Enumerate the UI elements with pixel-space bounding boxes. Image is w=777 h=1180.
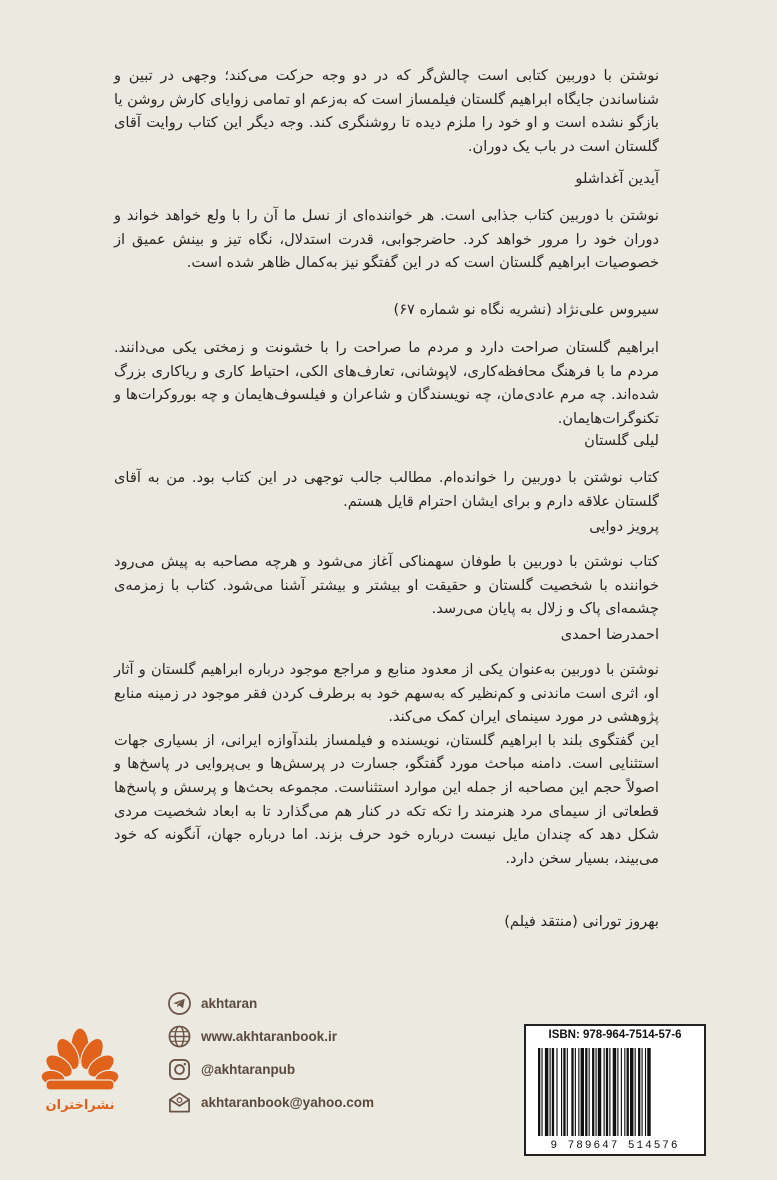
review-author: پرویز دوایی: [589, 518, 659, 535]
review-paragraph: کتاب نوشتن با دوربین را خوانده‌ام. مطالب جالب توجهی در این کتاب بود. من به آقای گلستان علاقه دارم و برای ایشان احترام قایل هستم.: [114, 469, 659, 510]
review-author: احمدرضا احمدی: [560, 626, 659, 643]
contact-instagram[interactable]: [168, 1056, 295, 1082]
contact-label: @akhtaranpub: [201, 1061, 296, 1077]
review-paragraph: نوشتن با دوربین کتابی است چالش‌گر که در دو وجه حرکت می‌کند؛ وجهی در تبین و شناساندن جایگاه ابراهیم گلستان فیلمساز است که به‌زعم او تمامی زوایای کارش روشن یا بازگو نشده است و او خود را ملزم دیده تا روشنگری کند. وجه دیگر این کتاب روایت آقای گلستان است در باب یک دوران.: [114, 67, 659, 155]
review-author: بهروز تورانی (منتقد فیلم): [504, 913, 659, 930]
review-text: [114, 64, 659, 158]
review-paragraph: ابراهیم گلستان صراحت دارد و مردم ما صراحت را با خشونت و زمختی یکی می‌دانند. مردم ما با فرهنگ محافظه‌کاری، لاپوشانی، تعارف‌های الکی، احتیاط کاری و ریاکاری بزرگ شده‌اند. چه مرم عادی‌مان، چه نویسندگان و شاعران و فیلسوف‌هایمان و چه بوروکرات‌ها و تکنوگرات‌هایمان.: [114, 339, 659, 427]
review-text: [114, 466, 659, 513]
publisher-name: نشراختران: [45, 1098, 115, 1113]
contact-label: www.akhtaranbook.ir: [201, 1028, 338, 1044]
review-text: [114, 550, 659, 621]
telegram-icon: [168, 992, 191, 1015]
contact-website[interactable]: [168, 1023, 337, 1049]
contact-email[interactable]: [168, 1089, 374, 1115]
publisher-logo: [40, 1022, 120, 1130]
isbn-barcode: [524, 1024, 706, 1156]
contact-label: akhtaranbook@yahoo.com: [201, 1094, 374, 1110]
contact-label: akhtaran: [201, 995, 258, 1011]
email-icon: [168, 1091, 191, 1114]
instagram-icon: [168, 1058, 191, 1081]
globe-icon: [168, 1025, 191, 1048]
review-author: لیلی گلستان: [584, 432, 659, 449]
review-paragraph: این گفتگوی بلند با ابراهیم گلستان، نویسنده و فیلمساز بلندآوازه ایرانی، از بسیاری جهات استثنایی است. دامنه مباحث مورد گفتگو، جسارت در پرسش‌ها و بی‌پروایی در پاسخ‌ها و اصولاً حجم این مصاحبه از جمله این موارد استثناست. مجموعه بحث‌ها و پرسش و پاسخ‌ها قطعاتی از سیمای مرد هنرمند را تکه تکه در کنار هم می‌گذارد تا به ابعاد شخصیت مردی شکل دهد که چندان مایل نیست درباره خود حرف بزند. اما درباره جهان، آنگونه که خود می‌بیند، بسیار سخن دارد.: [114, 731, 659, 867]
barcode-digits: 9 789647 514576: [550, 1140, 680, 1152]
review-text: [114, 204, 659, 275]
contact-telegram[interactable]: [168, 990, 257, 1016]
review-author: آیدین آغداشلو: [575, 170, 659, 187]
review-text: [114, 658, 659, 870]
isbn-label: ISBN: 978-964-7514-57-6: [548, 1029, 682, 1041]
review-text: [114, 336, 659, 430]
review-paragraph: نوشتن با دوربین کتاب جذابی است. هر خواننده‌ای از نسل ما آن را با ولع خواهد خواند و دوران خود را مرور خواهد کرد. حاضرجوابی، قدرت استدلال، نگاه تیز و بینش عمیق از خصوصیات ابراهیم گلستان است که در این گفتگو نیز به‌کمال ظاهر شده است.: [114, 207, 659, 272]
review-paragraph: نوشتن با دوربین به‌عنوان یکی از معدود منابع و مراجع موجود درباره ابراهیم گلستان و آثار او، اثری است ماندنی و کم‌نظیر که به‌سهم خود به برطرف کردن فقر موجود در زمینه منابع پژوهشی در مورد سینمای ایران کمک می‌کند.: [114, 661, 659, 726]
review-author: سیروس علی‌نژاد (نشریه نگاه نو شماره ۶۷): [393, 301, 659, 318]
barcode-icon: [536, 1048, 696, 1136]
review-paragraph: کتاب نوشتن با دوربین با طوفان سهمناکی آغاز می‌شود و هرچه مصاحبه به پیش می‌رود خواننده با شخصیت گلستان و حقیقت او بیشتر و بیشتر آشنا می‌شود. کتاب با زمزمه‌ی چشمه‌ای پاک و زلال به پایان می‌رسد.: [114, 553, 659, 618]
